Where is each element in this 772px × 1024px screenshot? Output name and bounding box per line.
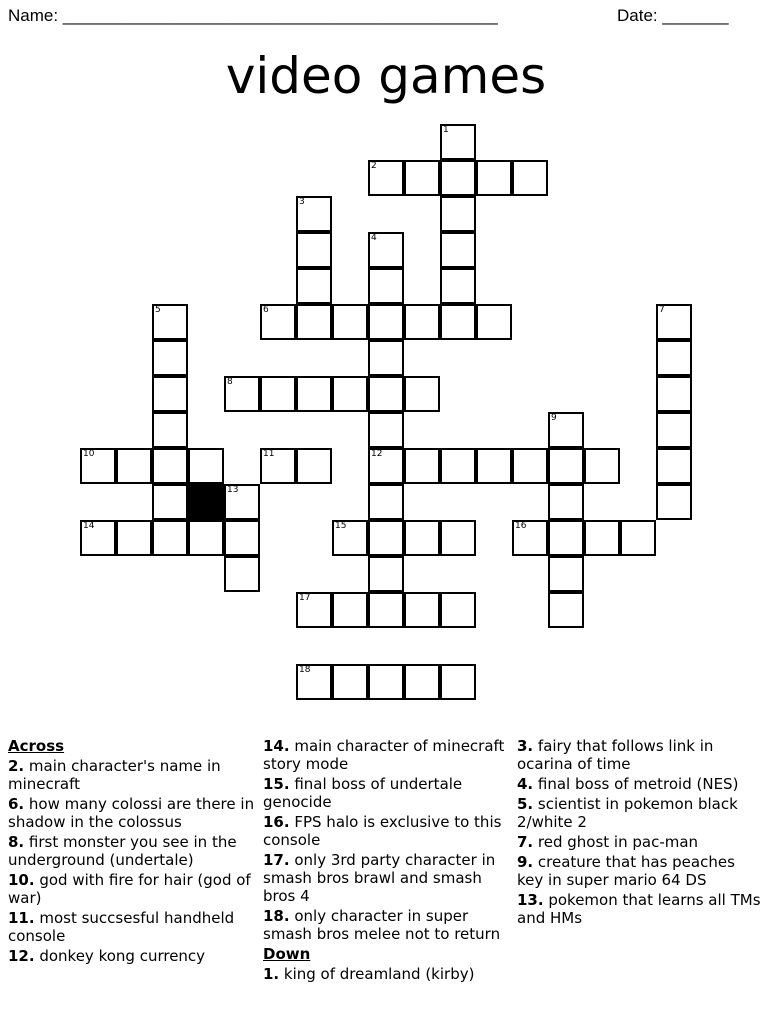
down-clue-list-continued (517, 737, 765, 927)
crossword-cell[interactable] (512, 160, 548, 196)
clue-column-2 (263, 737, 511, 985)
crossword-cell[interactable] (116, 448, 152, 484)
clue-text: most succsesful handheld console (8, 909, 235, 945)
clue-number: 3 (299, 197, 305, 207)
clue-number: 8. (8, 833, 25, 851)
clue-number: 18 (299, 665, 311, 675)
clue-number: 4 (371, 233, 377, 243)
crossword-cell[interactable] (440, 448, 476, 484)
crossword-cell[interactable] (152, 376, 188, 412)
crossword-cell[interactable] (548, 592, 584, 628)
crossword-cell[interactable] (368, 160, 404, 196)
clue (8, 833, 256, 869)
crossword-cell[interactable] (332, 376, 368, 412)
crossword-cell[interactable] (296, 304, 332, 340)
clue-number: 13. (517, 891, 544, 909)
crossword-cell[interactable] (548, 412, 584, 448)
clue-text: main character of minecraft story mode (263, 737, 505, 773)
clue-number: 16. (263, 813, 290, 831)
clue-number: 5 (155, 305, 161, 315)
clue (263, 775, 511, 811)
across-heading: Across (8, 737, 65, 755)
clue (263, 851, 511, 905)
clue-number: 11. (8, 909, 35, 927)
crossword-cell[interactable] (296, 376, 332, 412)
crossword-cell[interactable] (440, 232, 476, 268)
clue-number: 17. (263, 851, 290, 869)
crossword-cell[interactable] (296, 268, 332, 304)
crossword-cell[interactable] (548, 520, 584, 556)
crossword-cell[interactable] (440, 160, 476, 196)
clue-text: how many colossi are there in shadow in the colossus (8, 795, 255, 831)
clue-number: 12 (371, 449, 383, 459)
clue-number: 3. (517, 737, 534, 755)
crossword-cell[interactable] (188, 448, 224, 484)
crossword-cell[interactable] (404, 304, 440, 340)
down-clue-list (263, 965, 511, 983)
crossword-cell[interactable] (368, 556, 404, 592)
clue-number: 14 (83, 521, 95, 531)
date-field-label: Date: _______ (617, 6, 729, 25)
crossword-cell[interactable] (404, 376, 440, 412)
crossword-cell[interactable] (152, 484, 188, 520)
crossword-cell[interactable] (332, 664, 368, 700)
clue (8, 757, 256, 793)
crossword-cell[interactable] (260, 448, 296, 484)
clue-number: 17 (299, 593, 311, 603)
clue-number: 7. (517, 833, 534, 851)
crossword-cell[interactable] (116, 520, 152, 556)
clue-text: only 3rd party character in smash bros brawl and smash bros 4 (263, 851, 496, 905)
crossword-cell[interactable] (440, 592, 476, 628)
crossword-cell[interactable] (656, 376, 692, 412)
crossword-cell[interactable] (476, 448, 512, 484)
crossword-cell[interactable] (152, 304, 188, 340)
clue (517, 737, 765, 773)
crossword-cell[interactable] (368, 268, 404, 304)
clue-text: FPS halo is exclusive to this console (263, 813, 502, 849)
crossword-cell[interactable] (548, 556, 584, 592)
crossword-cell[interactable] (656, 340, 692, 376)
crossword-cell[interactable] (656, 412, 692, 448)
clue-text: final boss of metroid (NES) (533, 775, 739, 793)
clue (8, 871, 256, 907)
clue-number: 16 (515, 521, 527, 531)
crossword-cell[interactable] (152, 412, 188, 448)
crossword-cell[interactable] (368, 664, 404, 700)
clue-number: 6. (8, 795, 25, 813)
crossword-cell[interactable] (404, 664, 440, 700)
clue-number: 10. (8, 871, 35, 889)
clue-number: 18. (263, 907, 290, 925)
crossword-cell[interactable] (440, 664, 476, 700)
clue-text: king of dreamland (kirby) (279, 965, 475, 983)
crossword-cell[interactable] (548, 484, 584, 520)
crossword-cell[interactable] (656, 304, 692, 340)
crossword-cell[interactable] (296, 592, 332, 628)
clue-number: 7 (659, 305, 665, 315)
clue-text: first monster you see in the underground (undertale) (8, 833, 237, 869)
clue-number: 1 (443, 125, 449, 135)
crossword-cell[interactable] (80, 448, 116, 484)
clue-number: 2. (8, 757, 25, 775)
clue (517, 833, 765, 851)
clue-number: 14. (263, 737, 290, 755)
crossword-cell[interactable] (368, 592, 404, 628)
puzzle-title: video games (225, 47, 547, 105)
clue-text: main character's name in minecraft (8, 757, 221, 793)
crossword-cell[interactable] (224, 520, 260, 556)
clue (8, 909, 256, 945)
crossword-cell[interactable] (80, 520, 116, 556)
crossword-cell[interactable] (368, 304, 404, 340)
crossword-cell[interactable] (332, 592, 368, 628)
clue (517, 795, 765, 831)
clue-text: scientist in pokemon black 2/white 2 (517, 795, 738, 831)
crossword-cell[interactable] (368, 448, 404, 484)
crossword-cell[interactable] (476, 304, 512, 340)
crossword-cell[interactable] (188, 520, 224, 556)
crossword-cell[interactable] (152, 520, 188, 556)
clue-number: 2 (371, 161, 377, 171)
crossword-cell[interactable] (152, 448, 188, 484)
crossword-cell[interactable] (152, 340, 188, 376)
crossword-cell[interactable] (512, 520, 548, 556)
crossword-cell[interactable] (368, 232, 404, 268)
clue-number: 12. (8, 947, 35, 965)
clue-text: god with fire for hair (god of war) (8, 871, 251, 907)
clue (263, 907, 511, 943)
crossword-cell[interactable] (260, 304, 296, 340)
crossword-cell[interactable] (404, 520, 440, 556)
crossword-cell[interactable] (368, 484, 404, 520)
down-heading: Down (263, 945, 311, 963)
clue-number: 6 (263, 305, 269, 315)
crossword-cell[interactable] (404, 160, 440, 196)
clue-text: final boss of undertale genocide (263, 775, 463, 811)
clue (517, 853, 765, 889)
crossword-cell[interactable] (296, 232, 332, 268)
crossword-cell[interactable] (440, 124, 476, 160)
clue-number: 11 (263, 449, 275, 459)
clue-column-3 (517, 737, 765, 929)
clue-text: pokemon that learns all TMs and HMs (517, 891, 761, 927)
clue-number: 8 (227, 377, 233, 387)
crossword-cell[interactable] (476, 160, 512, 196)
crossword-cell[interactable] (404, 448, 440, 484)
clue-number: 15. (263, 775, 290, 793)
clue-text: donkey kong currency (34, 947, 206, 965)
crossword-cell[interactable] (548, 448, 584, 484)
crossword-cell[interactable] (224, 556, 260, 592)
clue-number: 9. (517, 853, 534, 871)
clue-number: 9 (551, 413, 557, 423)
crossword-cell[interactable] (440, 196, 476, 232)
crossword-cell[interactable] (440, 268, 476, 304)
crossword-cell[interactable] (440, 520, 476, 556)
crossword-cell[interactable] (656, 484, 692, 520)
crossword-cell[interactable] (296, 196, 332, 232)
crossword-cell[interactable] (584, 520, 620, 556)
crossword-cell[interactable] (224, 484, 260, 520)
clue-text: only character in super smash bros melee not to return (263, 907, 501, 943)
clue-number: 10 (83, 449, 95, 459)
crossword-cell[interactable] (296, 448, 332, 484)
black-square (188, 484, 224, 520)
crossword-cell[interactable] (656, 448, 692, 484)
crossword-cell[interactable] (224, 376, 260, 412)
crossword-cell[interactable] (404, 592, 440, 628)
crossword-cell[interactable] (440, 304, 476, 340)
clue (8, 947, 256, 965)
clue-number: 4. (517, 775, 534, 793)
crossword-cell[interactable] (512, 448, 548, 484)
crossword-cell[interactable] (368, 340, 404, 376)
crossword-cell[interactable] (332, 304, 368, 340)
crossword-cell[interactable] (620, 520, 656, 556)
clue (263, 965, 511, 983)
clue-text: red ghost in pac-man (533, 833, 699, 851)
name-field-label: Name: ______________________________________________ (8, 6, 498, 25)
crossword-cell[interactable] (368, 520, 404, 556)
clue (263, 813, 511, 849)
clue-text: fairy that follows link in ocarina of time (517, 737, 714, 773)
clue-text: creature that has peaches key in super mario 64 DS (517, 853, 735, 889)
crossword-cell[interactable] (296, 664, 332, 700)
clue-number: 5. (517, 795, 534, 813)
clue-number: 15 (335, 521, 347, 531)
crossword-cell[interactable] (260, 376, 296, 412)
crossword-cell[interactable] (368, 376, 404, 412)
clue-number: 13 (227, 485, 239, 495)
clue-column-1 (8, 737, 256, 967)
clue-number: 1. (263, 965, 280, 983)
across-clue-list (8, 757, 256, 965)
clue (8, 795, 256, 831)
crossword-cell[interactable] (584, 448, 620, 484)
crossword-cell[interactable] (368, 412, 404, 448)
clue (517, 775, 765, 793)
across-clue-list-continued (263, 737, 511, 943)
crossword-cell[interactable] (332, 520, 368, 556)
clue (517, 891, 765, 927)
clue (263, 737, 511, 773)
